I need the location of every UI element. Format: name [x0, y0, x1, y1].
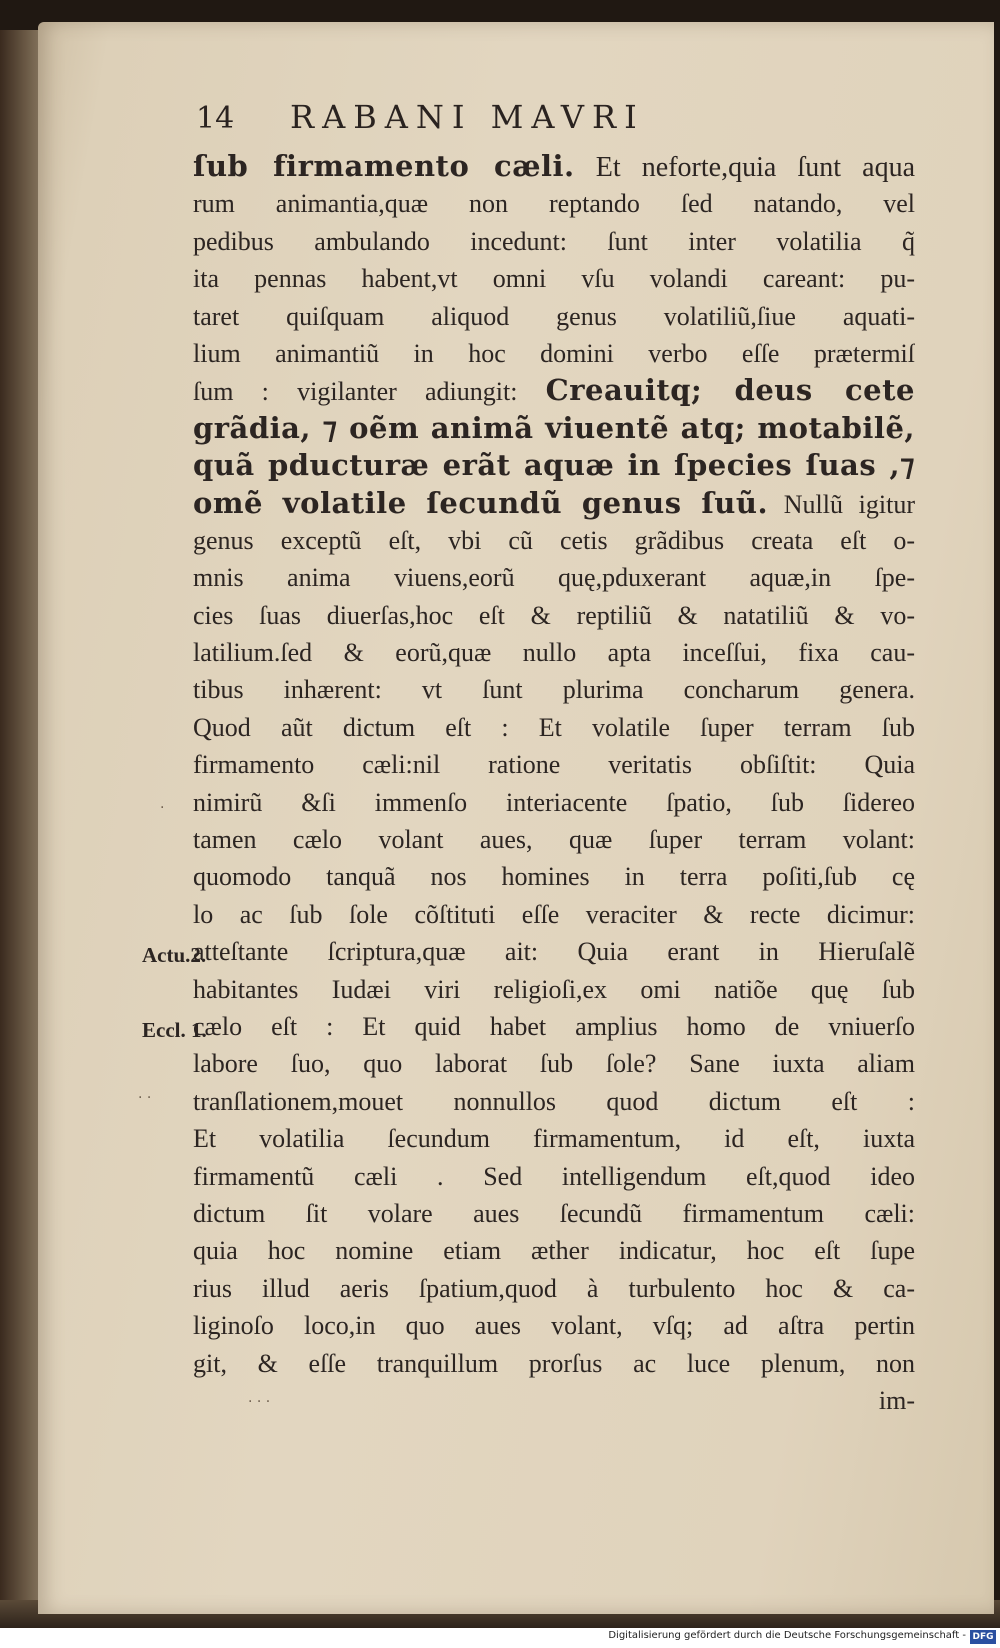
text-line — [193, 1195, 915, 1232]
roman-text: ita pennas habent,vt omni vſu volandi careant: pu- — [193, 264, 915, 294]
blackletter-quote: ſub firmamento cæli. — [193, 149, 575, 183]
margin-note-acts: Actu.2. — [142, 943, 207, 967]
blackletter-quote: grãdia, ⁊ oẽm animã viuentẽ atq; motabilẽ, — [193, 410, 915, 445]
text-line — [193, 821, 915, 858]
text-line — [193, 746, 915, 783]
text-line — [193, 410, 915, 447]
roman-text: git, & eſſe tranquillum prorſus ac luce plenum, non — [193, 1348, 915, 1378]
roman-text: Quod aũt dictum eſt : Et volatile ſuper terram ſub — [193, 712, 915, 742]
roman-text: cies ſuas diuerſas,hoc eſt & reptiliũ & natatiliũ & vo- — [193, 600, 915, 630]
text-line — [193, 896, 915, 933]
roman-text: tranſlationem,mouet nonnullos quod dictum eſt : — [193, 1086, 915, 1116]
roman-text: Nullũ igitur — [768, 489, 915, 519]
text-line — [193, 971, 915, 1008]
roman-text: lo ac ſub ſole cõſtituti eſſe veraciter & recte dicimur: — [193, 899, 915, 929]
text-line — [193, 1083, 915, 1120]
text-line — [193, 1270, 915, 1307]
text-line — [193, 372, 915, 409]
roman-text: atteſtante ſcriptura,quæ ait: Quia erant in Hieruſalẽ — [193, 937, 915, 967]
roman-text: pedibus ambulando incedunt: ſunt inter volatilia q̃ — [193, 226, 915, 256]
text-line — [193, 709, 915, 746]
roman-text: habitantes Iudæi viri religioſi,ex omi natiõe quę ſub — [193, 974, 915, 1004]
dfg-logo: DFG — [970, 1630, 996, 1644]
roman-text: taret quiſquam aliquod genus volatiliũ,ſiue aquati- — [193, 301, 915, 331]
ink-speck: · — [160, 800, 165, 816]
text-line — [193, 858, 915, 895]
roman-text: dictum ſit volare aues ſecundũ firmamentum cæli: — [193, 1198, 915, 1228]
text-line — [193, 298, 915, 335]
text-line — [193, 1307, 915, 1344]
text-line — [193, 1345, 915, 1382]
text-line — [193, 1158, 915, 1195]
text-line — [193, 1008, 915, 1045]
roman-text: Et volatilia ſecundum firmamentum, id eſt, iuxta — [193, 1124, 915, 1154]
roman-text: labore ſuo, quo laborat ſub ſole? Sane iuxta aliam — [193, 1049, 915, 1079]
roman-text: nimirũ &ſi immenſo interiacente ſpatio, ſub ſidereo — [193, 787, 915, 817]
funding-notice: Digitalisierung gefördert durch die Deutsche Forschungsgemeinschaft - — [608, 1630, 966, 1641]
text-line — [193, 634, 915, 671]
text-line — [193, 784, 915, 821]
text-line — [193, 260, 915, 297]
catchword: im- — [878, 1385, 915, 1415]
roman-text: firmamento cæli:nil ratione veritatis obſiſtit: Quia — [193, 750, 915, 780]
roman-text: cælo eſt : Et quid habet amplius homo de vniuerſo — [193, 1011, 915, 1041]
roman-text: rius illud aeris ſpatium,quod à turbulento hoc & ca- — [193, 1273, 915, 1303]
running-title: RABANI MAVRI — [290, 98, 645, 136]
ink-speck: · · · — [248, 1394, 271, 1410]
text-line — [193, 1120, 915, 1157]
blackletter-quote: Creauitq; deus cete — [545, 373, 915, 408]
text-line — [193, 671, 915, 708]
page-number: 14 — [196, 101, 235, 136]
roman-text: firmamentũ cæli . Sed intelligendum eſt,quod ideo — [193, 1161, 915, 1191]
roman-text: tamen cælo volant aues, quæ ſuper terram volant: — [193, 825, 915, 855]
roman-text: Et neforte,quia ſunt aqua — [574, 152, 915, 183]
roman-text: rum animantia,quæ non reptando ſed natando, vel — [193, 189, 915, 219]
blackletter-quote: quã pducturæ erãt aquæ in ſpecies ſuas ,⁊ — [193, 448, 915, 483]
text-line — [193, 522, 915, 559]
body-text — [193, 148, 915, 1419]
text-line — [193, 335, 915, 372]
blackletter-quote: omẽ volatile ſecundũ genus ſuũ. — [193, 485, 769, 520]
roman-text: latilium.ſed & eorũ,quæ nullo apta inceſſui, fixa cau- — [193, 638, 915, 668]
roman-text: quia hoc nomine etiam æther indicatur, hoc eſt ſupe — [193, 1236, 915, 1266]
text-line — [193, 447, 915, 484]
roman-text: tibus inhærent: vt ſunt plurima concharum genera. — [193, 675, 915, 705]
ink-speck: · · — [138, 1090, 152, 1106]
text-line — [193, 185, 915, 222]
roman-text: ſum : vigilanter adiungit: — [193, 377, 546, 407]
text-line — [193, 148, 915, 185]
text-line — [193, 223, 915, 260]
text-line — [193, 1232, 915, 1269]
text-line — [193, 933, 915, 970]
roman-text: mnis anima viuens,eorũ quę,pduxerant aquæ,in ſpe- — [193, 563, 915, 593]
running-header — [196, 98, 836, 136]
text-line — [193, 1045, 915, 1082]
text-line — [193, 597, 915, 634]
roman-text: quomodo tanquã nos homines in terra poſiti,ſub cę — [193, 862, 915, 892]
roman-text: genus exceptũ eſt, vbi cũ cetis grãdibus creata eſt o- — [193, 525, 915, 555]
roman-text: liginoſo loco,in quo aues volant, vſq; ad aſtra pertin — [193, 1311, 915, 1341]
text-line — [193, 485, 915, 522]
margin-note-eccl: Eccl. 1. — [142, 1018, 207, 1042]
roman-text: lium animantiũ in hoc domini verbo eſſe prætermiſ — [193, 338, 915, 368]
text-line — [193, 559, 915, 596]
